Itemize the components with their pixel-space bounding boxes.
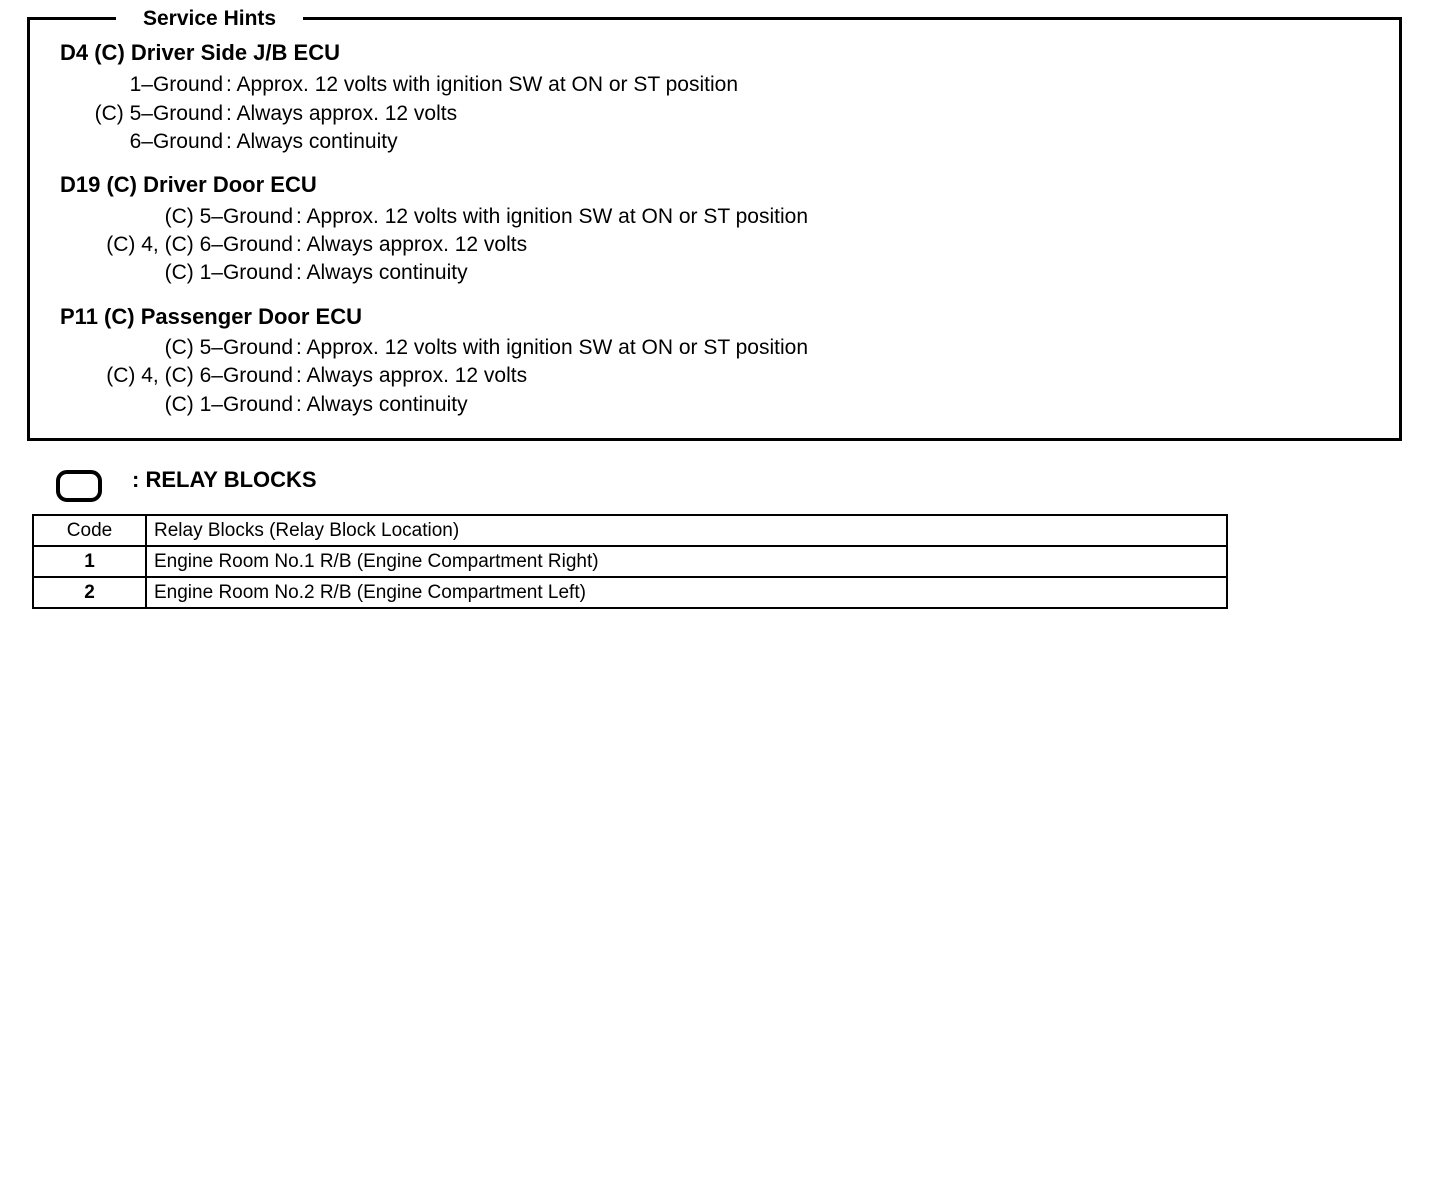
section-heading-d4: D4 (C) Driver Side J/B ECU — [60, 40, 340, 65]
hint-description: : Always continuity — [226, 130, 398, 153]
hint-pin: 6–Ground — [129, 130, 223, 153]
hint-pin: (C) 1–Ground — [164, 261, 293, 284]
hint-description: : Always approx. 12 volts — [296, 233, 528, 256]
service-hints-box — [27, 7, 1402, 441]
hint-description: : Approx. 12 volts with ignition SW at ON or ST position — [296, 336, 809, 359]
column-header-location: Relay Blocks (Relay Block Location) — [146, 515, 1227, 546]
table-row — [33, 577, 1227, 608]
relay-code: 1 — [33, 546, 146, 577]
section-heading-d19: D19 (C) Driver Door ECU — [60, 172, 317, 197]
hint-description: : Always continuity — [296, 393, 468, 416]
service-hints-title: Service Hints — [116, 7, 303, 31]
table-row — [33, 546, 1227, 577]
hint-pin: 1–Ground — [129, 73, 223, 96]
hint-pin: (C) 5–Ground — [164, 205, 293, 228]
hint-pin: (C) 5–Ground — [94, 102, 223, 125]
relay-blocks-table — [32, 514, 1228, 609]
table-header-row — [33, 515, 1227, 546]
hint-description: : Always continuity — [296, 261, 468, 284]
hint-pin: (C) 4, (C) 6–Ground — [106, 364, 293, 387]
relay-blocks-legend-label: : RELAY BLOCKS — [132, 467, 317, 492]
hint-description: : Always approx. 12 volts — [226, 102, 458, 125]
hint-pin: (C) 4, (C) 6–Ground — [106, 233, 293, 256]
hint-pin: (C) 5–Ground — [164, 336, 293, 359]
hint-pin: (C) 1–Ground — [164, 393, 293, 416]
hint-description: : Approx. 12 volts with ignition SW at ON or ST position — [296, 205, 809, 228]
column-header-code: Code — [33, 515, 146, 546]
relay-location: Engine Room No.2 R/B (Engine Compartment Left) — [146, 577, 1227, 608]
relay-blocks-legend — [56, 466, 656, 500]
rounded-rectangle-icon — [56, 470, 102, 502]
relay-location: Engine Room No.1 R/B (Engine Compartment Right) — [146, 546, 1227, 577]
relay-code: 2 — [33, 577, 146, 608]
section-heading-p11: P11 (C) Passenger Door ECU — [60, 304, 362, 329]
hint-description: : Approx. 12 volts with ignition SW at ON or ST position — [226, 73, 739, 96]
hint-description: : Always approx. 12 volts — [296, 364, 528, 387]
